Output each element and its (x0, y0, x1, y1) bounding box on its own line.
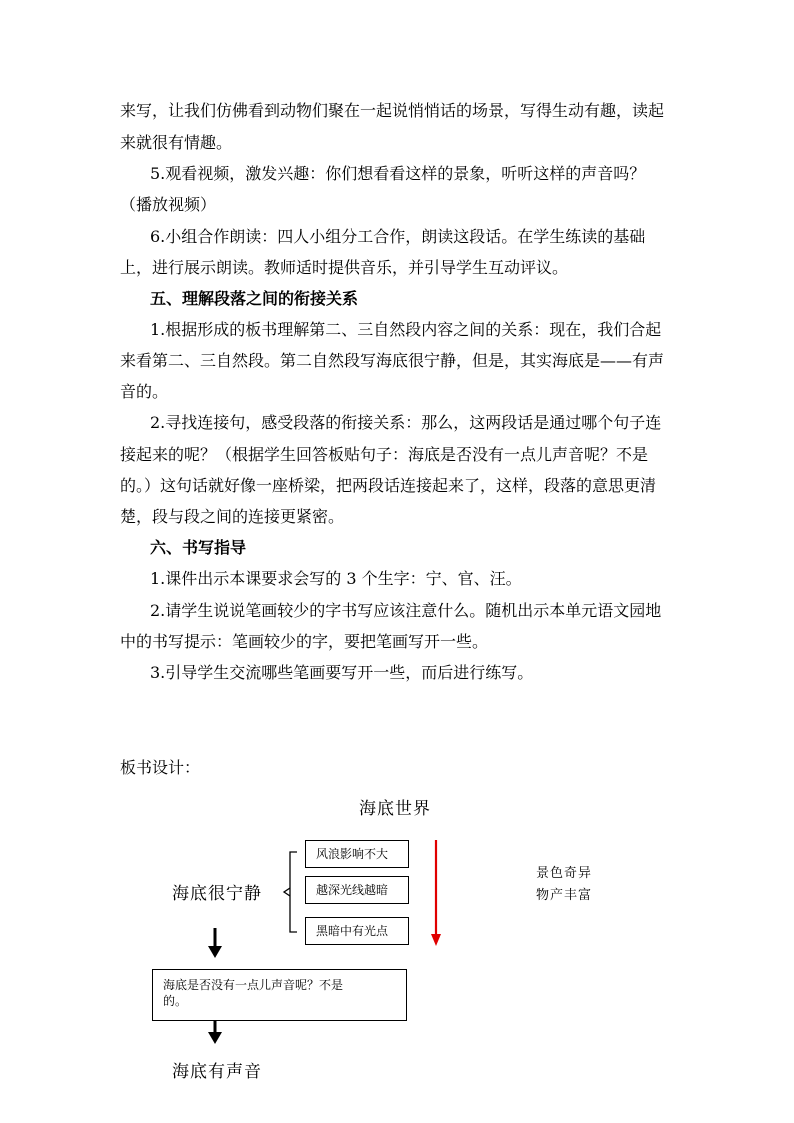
paragraph-line: 2.寻找连接句，感受段落的衔接关系：那么，这两段话是通过哪个句子连 (150, 413, 662, 432)
paragraph-line: 5.观看视频，激发兴趣：你们想看看这样的景象，听听这样的声音吗？ (150, 164, 646, 183)
paragraph-line: 中的书写提示：笔画较少的字，要把笔画写开一些。 (120, 632, 489, 651)
board-label: 板书设计： (120, 758, 201, 777)
paragraph-line: 2.请学生说说笔画较少的字书写应该注意什么。随机出示本单元语文园地 (150, 601, 662, 620)
paragraph-line: 来就很有情趣。 (120, 133, 233, 152)
board-bridge-box (152, 969, 407, 1021)
bracket-line (290, 852, 297, 932)
board-left-bottom: 海底有声音 (172, 1062, 262, 1082)
paragraph-line: 3.引导学生交流哪些笔画要写开一些，而后进行练写。 (150, 663, 534, 682)
section-heading: 五、理解段落之间的衔接关系 (150, 289, 359, 308)
paragraph-line: 楚，段与段之间的连接更紧密。 (120, 507, 345, 526)
paragraph-line: 1.课件出示本课要求会写的 3 个生字：宁、官、汪。 (150, 569, 522, 588)
paragraph-line: 音的。 (120, 382, 169, 401)
down-arrow-head (208, 946, 222, 958)
paragraph-line: 接起来的呢？（根据学生回答板贴句子：海底是否没有一点儿声音呢？不是 (120, 445, 649, 464)
board-right-line: 物产丰富 (536, 888, 593, 903)
bridge-line: 海底是否没有一点儿声音呢？不是 (163, 978, 344, 992)
bridge-line: 的。 (163, 994, 188, 1008)
board-right-line: 景色奇异 (536, 866, 593, 881)
board-box: 风浪影响不大 (305, 840, 409, 868)
board-left-top: 海底很宁静 (172, 884, 262, 904)
paragraph-line: 来写，让我们仿佛看到动物们聚在一起说悄悄话的场景，写得生动有趣，读起 (120, 101, 665, 120)
paragraph-line: 来看第二、三自然段。第二自然段写海底很宁静，但是，其实海底是——有声 (120, 351, 665, 370)
paragraph-line: 1.根据形成的板书理解第二、三自然段内容之间的关系：现在，我们合起 (150, 320, 662, 339)
down-arrow-head (208, 1032, 222, 1044)
paragraph-line: （播放视频） (120, 195, 217, 214)
section-heading: 六、书写指导 (150, 538, 247, 557)
paragraph-line: 6.小组合作朗读：四人小组分工合作，朗读这段话。在学生练读的基础 (150, 227, 646, 246)
red-arrow-head (431, 934, 441, 946)
board-box: 越深光线越暗 (305, 876, 409, 904)
bracket-tip (284, 888, 290, 896)
paragraph-line: 上，进行展示朗读。教师适时提供音乐，并引导学生互动评议。 (120, 258, 569, 277)
paragraph-line: 的。）这句话就好像一座桥梁，把两段话连接起来了，这样，段落的意思更清 (120, 476, 657, 495)
board-title: 海底世界 (359, 799, 431, 819)
board-box: 黑暗中有光点 (305, 917, 409, 945)
